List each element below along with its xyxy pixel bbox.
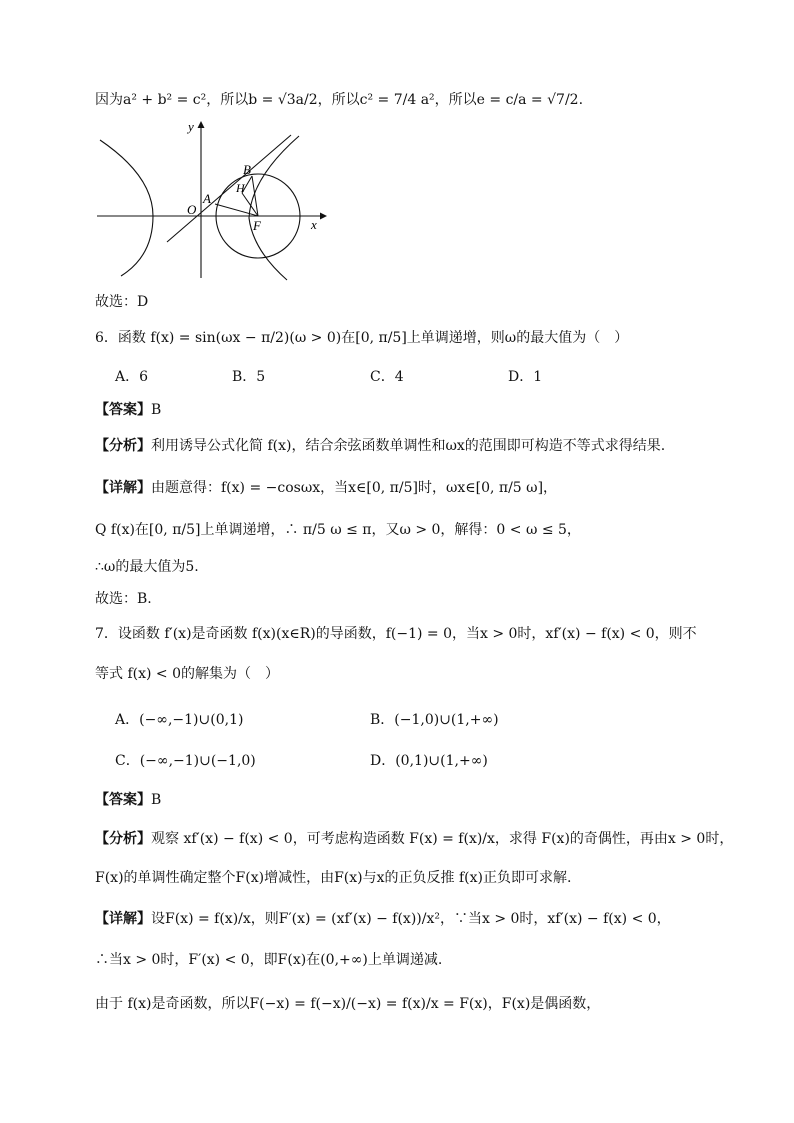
selection-q5: 故选：D	[95, 294, 149, 310]
answer-text: B	[151, 792, 162, 808]
hyperbola-left-branch	[100, 140, 153, 276]
point-f-label: F	[253, 218, 261, 233]
q7-option-d: D．(0,1)∪(1,+∞)	[370, 753, 488, 769]
q7-option-c: C．(−∞,−1)∪(−1,0)	[115, 753, 256, 769]
y-axis-arrow	[198, 121, 205, 128]
asymptote-line	[167, 135, 291, 242]
answer-text: B	[151, 402, 162, 418]
selection-q6: 故选：B.	[95, 591, 152, 607]
detail-7	[95, 909, 671, 929]
question-7-line-2: 等式 f(x) < 0的解集为（ ）	[95, 666, 279, 682]
analysis-7	[95, 829, 733, 849]
answer-7	[95, 790, 161, 810]
analysis-tag: 【分析】	[95, 438, 151, 454]
detail-text: 设F(x) = f(x)/x，则F′(x) = (xf′(x) − f(x))/x²，∵当x > 0时，xf′(x) − f(x) < 0，	[151, 911, 671, 927]
point-h-label: H	[236, 181, 245, 195]
analysis-6	[95, 436, 665, 456]
answer-tag: 【答案】	[95, 402, 151, 418]
detail-7-line-2: ∴当x > 0时，F′(x) < 0，即F(x)在(0,+∞)上单调递减.	[95, 952, 443, 968]
q6-option-d: D．1	[508, 369, 543, 385]
answer-6	[95, 400, 161, 420]
q7-option-b: B．(−1,0)∪(1,+∞)	[370, 712, 499, 728]
answer-tag: 【答案】	[95, 792, 151, 808]
point-a-label: A	[203, 191, 211, 206]
detail-6-line-2: Q f(x)在[0, π/5]上单调递增，∴ π/5 ω ≤ π，又ω > 0，解得：0 < ω ≤ 5，	[95, 522, 581, 538]
detail-text: 由题意得：f(x) = −cosωx，当x∈[0, π/5]时，ωx∈[0, π/5 ω]，	[151, 480, 558, 496]
conclusion-line: 因为a² + b² = c²，所以b = √3a/2，所以c² = 7/4 a²，所以e = c/a = √7/2.	[95, 92, 584, 108]
detail-tag: 【详解】	[95, 480, 151, 496]
analysis-7-line-2: F(x)的单调性确定整个F(x)增减性，由F(x)与x的正负反推 f(x)正负即可求解.	[95, 870, 572, 886]
x-axis-arrow	[320, 213, 327, 220]
segment-b-f	[252, 176, 258, 216]
detail-7-line-3: 由于 f(x)是奇函数，所以F(−x) = f(−x)/(−x) = f(x)/x = F(x)，F(x)是偶函数，	[95, 996, 601, 1012]
detail-6-line-3: ∴ω的最大值为5.	[95, 559, 199, 575]
question-6: 6．函数 f(x) = sin(ωx − π/2)(ω > 0)在[0, π/5]上单调递增，则ω的最大值为（ ）	[95, 330, 629, 346]
point-b-label: B	[243, 162, 251, 177]
x-axis-label: x	[311, 217, 317, 232]
analysis-text: 利用诱导公式化简 f(x)，结合余弦函数单调性和ωx的范围即可构造不等式求得结果.	[151, 438, 666, 454]
hyperbola-figure	[95, 118, 335, 283]
q6-option-b: B．5	[232, 369, 266, 385]
origin-label: O	[187, 202, 197, 217]
segment-a-f	[215, 204, 258, 216]
analysis-tag: 【分析】	[95, 831, 151, 847]
detail-tag: 【详解】	[95, 911, 151, 927]
question-7-line-1: 7．设函数 f′(x)是奇函数 f(x)(x∈R)的导函数，f(−1) = 0，当x > 0时，xf′(x) − f(x) < 0，则不	[95, 626, 697, 642]
analysis-text: 观察 xf′(x) − f(x) < 0，可考虑构造函数 F(x) = f(x)/x，求得 F(x)的奇偶性，再由x > 0时，	[151, 831, 734, 847]
detail-6	[95, 478, 557, 498]
q6-option-a: A．6	[115, 369, 149, 385]
q7-option-a: A．(−∞,−1)∪(0,1)	[115, 712, 244, 728]
q6-option-c: C．4	[370, 369, 404, 385]
y-axis-label: y	[188, 119, 194, 134]
